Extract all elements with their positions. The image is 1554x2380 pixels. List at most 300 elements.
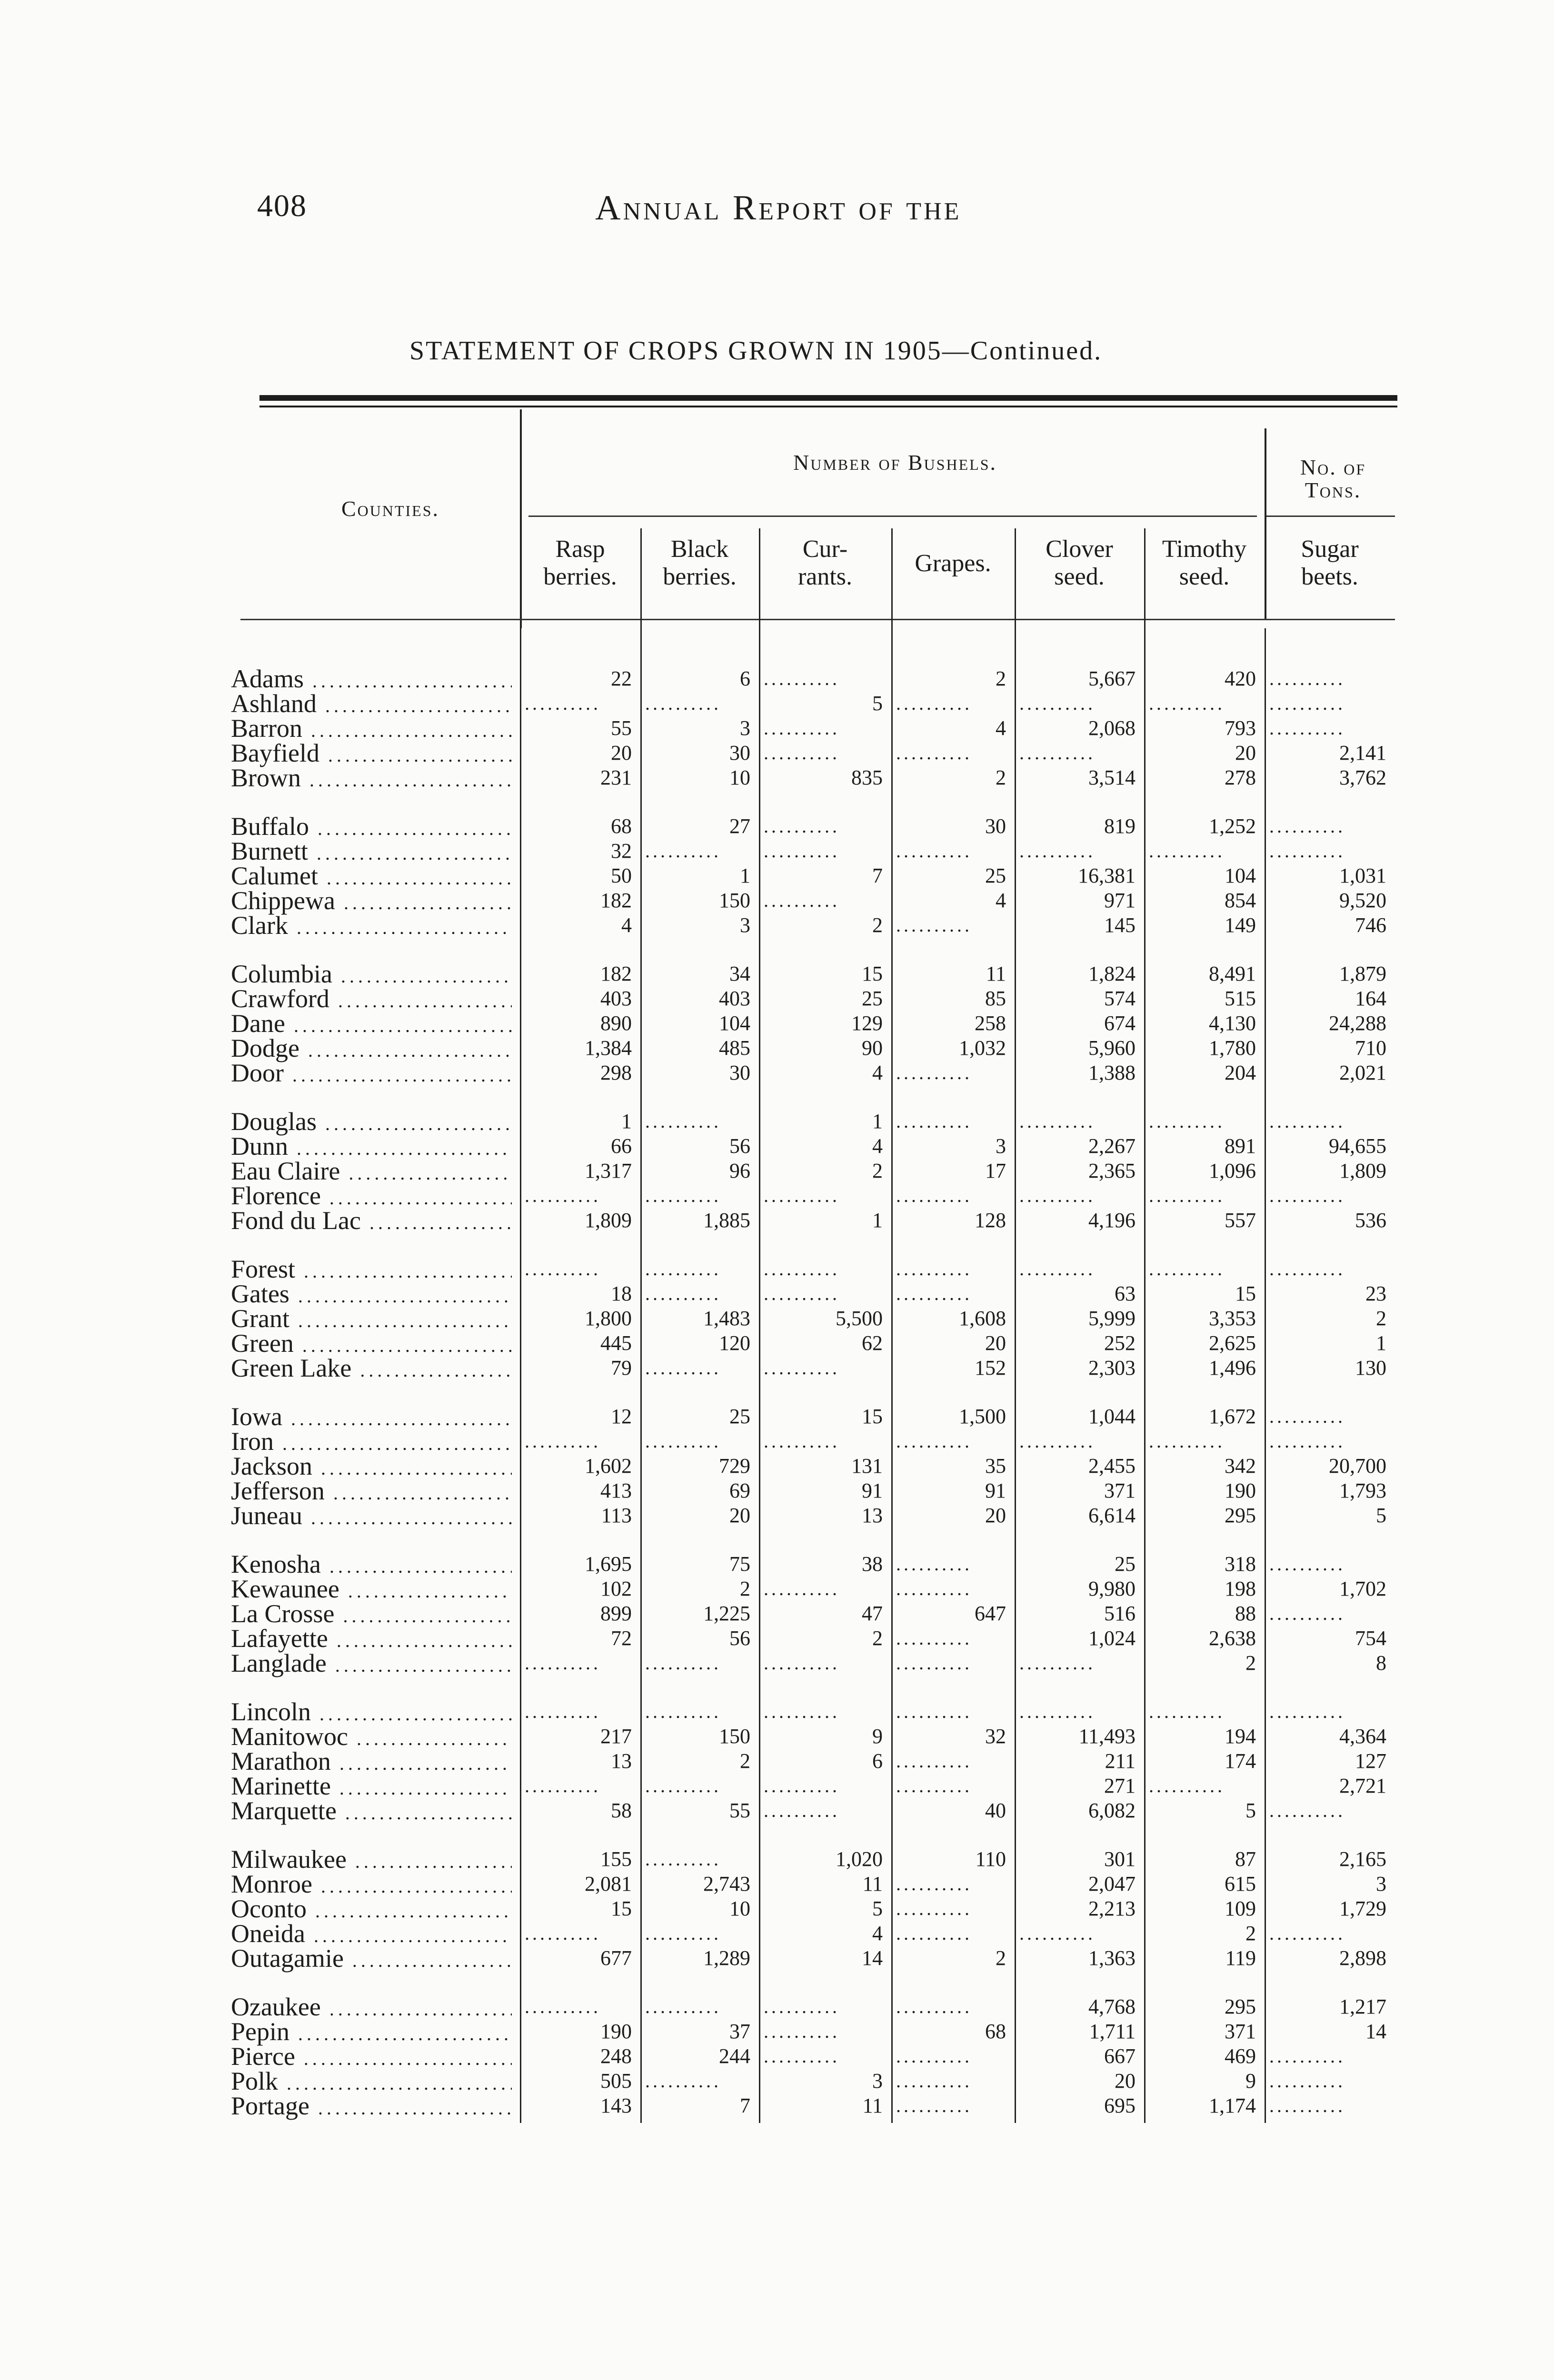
value-cell: 102 — [600, 1577, 632, 1600]
value-cell: 131 — [851, 1454, 883, 1478]
table-row — [0, 1429, 1554, 1454]
value-cell: 2 — [1245, 1922, 1256, 1945]
value-cell: 647 — [975, 1602, 1006, 1625]
empty-cell-leader: .......... — [1269, 1258, 1345, 1279]
empty-cell-leader: .......... — [1019, 742, 1096, 764]
value-cell: 1,824 — [1088, 962, 1136, 985]
column-header-line1: Rasp — [555, 536, 605, 563]
column-header-line2: beets. — [1301, 563, 1358, 590]
value-cell: 5,960 — [1088, 1036, 1136, 1060]
table-row — [0, 1774, 1554, 1798]
empty-cell-leader: .......... — [1269, 1185, 1345, 1206]
value-cell: 152 — [975, 1356, 1006, 1379]
value-cell: 182 — [600, 962, 632, 985]
value-cell: 2 — [1376, 1307, 1386, 1330]
value-cell: 16,381 — [1078, 864, 1136, 887]
value-cell: 11 — [986, 962, 1006, 985]
value-cell: 75 — [729, 1552, 750, 1576]
empty-cell-leader: .......... — [896, 1553, 972, 1575]
empty-cell-leader: .......... — [764, 1800, 840, 1821]
empty-cell-leader: .......... — [1269, 693, 1345, 714]
county-name: Jefferson ..... — [231, 1478, 512, 1506]
value-cell: 30 — [729, 1061, 750, 1084]
column-header — [895, 550, 1011, 577]
empty-cell-leader: .......... — [645, 1848, 721, 1870]
table-row — [0, 1036, 1554, 1061]
value-cell: 445 — [600, 1331, 632, 1355]
value-cell: 55 — [729, 1799, 750, 1822]
value-cell: 47 — [862, 1602, 883, 1625]
empty-cell-leader: .......... — [764, 1578, 840, 1599]
value-cell: 1,879 — [1339, 962, 1386, 985]
empty-cell-leader: .......... — [764, 890, 840, 911]
value-cell: 1,174 — [1209, 2094, 1256, 2117]
empty-cell-leader: .......... — [645, 1923, 721, 1944]
value-cell: 2,743 — [703, 1872, 750, 1895]
value-cell: 295 — [1225, 1504, 1256, 1527]
value-cell: 695 — [1104, 2094, 1136, 2117]
empty-cell-leader: .......... — [764, 668, 840, 689]
county-name: Pepin ..... — [231, 2019, 512, 2046]
table-row — [0, 814, 1554, 839]
county-name: Green Lake ..... — [231, 1356, 512, 1383]
value-cell: 27 — [729, 814, 750, 838]
value-cell: 248 — [600, 2044, 632, 2068]
value-cell: 3 — [740, 913, 750, 937]
value-cell: 371 — [1225, 2020, 1256, 2043]
empty-cell-leader: .......... — [1269, 1603, 1345, 1624]
value-cell: 1,096 — [1209, 1159, 1256, 1182]
value-cell: 155 — [600, 1847, 632, 1871]
value-cell: 7 — [740, 2094, 750, 2117]
value-cell: 10 — [729, 766, 750, 789]
value-cell: 4,768 — [1088, 1995, 1136, 2018]
empty-cell-leader: .......... — [525, 1701, 601, 1722]
value-cell: 88 — [1235, 1602, 1256, 1625]
column-header-line1: Timothy — [1162, 536, 1247, 563]
value-cell: 66 — [611, 1134, 632, 1158]
value-cell: 25 — [862, 987, 883, 1010]
table-row — [0, 913, 1554, 938]
header-divider — [520, 409, 522, 628]
value-cell: 1,672 — [1209, 1405, 1256, 1428]
table-row — [0, 2069, 1554, 2093]
empty-cell-leader: .......... — [764, 1996, 840, 2017]
empty-cell-leader: .......... — [1149, 1775, 1225, 1796]
value-cell: 143 — [600, 2094, 632, 2117]
value-cell: 615 — [1225, 1872, 1256, 1895]
value-cell: 1,885 — [703, 1209, 750, 1232]
value-cell: 3 — [996, 1134, 1006, 1158]
empty-cell-leader: .......... — [896, 1652, 972, 1674]
value-cell: 182 — [600, 889, 632, 912]
value-cell: 20,700 — [1329, 1454, 1386, 1478]
value-cell: 96 — [729, 1159, 750, 1182]
empty-cell-leader: .......... — [1269, 1406, 1345, 1427]
value-cell: 4 — [872, 1061, 883, 1084]
value-cell: 793 — [1225, 716, 1256, 740]
empty-cell-leader: .......... — [1269, 2095, 1345, 2116]
empty-cell-leader: .......... — [645, 1701, 721, 1722]
empty-cell-leader: .......... — [896, 1750, 972, 1772]
value-cell: 6,082 — [1088, 1799, 1136, 1822]
value-cell: 1,809 — [1339, 1159, 1386, 1182]
empty-cell-leader: .......... — [764, 2021, 840, 2042]
county-name: Gates ..... — [231, 1281, 512, 1309]
county-name: Dodge ..... — [231, 1036, 512, 1063]
county-name: Dane ..... — [231, 1011, 512, 1038]
value-cell: 109 — [1225, 1897, 1256, 1920]
empty-cell-leader: .......... — [896, 1996, 972, 2017]
county-name: Calumet ..... — [231, 863, 512, 891]
value-cell: 20 — [985, 1504, 1006, 1527]
value-cell: 2,165 — [1339, 1847, 1386, 1871]
column-header-line1: Sugar — [1301, 536, 1359, 563]
column-header — [763, 536, 887, 591]
county-name: Crawford ..... — [231, 986, 512, 1013]
value-cell: 110 — [975, 1847, 1006, 1871]
county-name: Ashland ..... — [231, 691, 512, 718]
column-header-line2: seed. — [1054, 563, 1105, 590]
table-row — [0, 1109, 1554, 1134]
value-cell: 5 — [1376, 1504, 1386, 1527]
empty-cell-leader: .......... — [896, 693, 972, 714]
empty-cell-leader: .......... — [1149, 1430, 1225, 1452]
empty-cell-leader: .......... — [645, 1283, 721, 1304]
table-row — [0, 1921, 1554, 1946]
value-cell: 150 — [719, 1725, 750, 1748]
table-row — [0, 1946, 1554, 1971]
value-cell: 15 — [611, 1897, 632, 1920]
county-name: Adams ..... — [231, 666, 512, 694]
empty-cell-leader: .......... — [1269, 815, 1345, 837]
empty-cell-leader: .......... — [525, 1652, 601, 1674]
value-cell: 1 — [872, 1110, 883, 1133]
value-cell: 58 — [611, 1799, 632, 1822]
county-name: Juneau ..... — [231, 1503, 512, 1530]
county-name: Langlade ..... — [231, 1651, 512, 1678]
value-cell: 174 — [1225, 1749, 1256, 1773]
value-cell: 30 — [985, 814, 1006, 838]
county-name: Chippewa ..... — [231, 888, 512, 915]
empty-cell-leader: .......... — [896, 1578, 972, 1599]
county-name: Clark ..... — [231, 913, 512, 940]
column-header-line1: Black — [670, 536, 729, 563]
county-name: Lafayette ..... — [231, 1626, 512, 1653]
value-cell: 4,196 — [1088, 1209, 1136, 1232]
value-cell: 94,655 — [1329, 1134, 1386, 1158]
empty-cell-leader: .......... — [1269, 1800, 1345, 1821]
value-cell: 9 — [1245, 2069, 1256, 2092]
table-row — [0, 1208, 1554, 1233]
table-row — [0, 716, 1554, 741]
value-cell: 9,520 — [1339, 889, 1386, 912]
county-name: Jackson ..... — [231, 1454, 512, 1481]
value-cell: 674 — [1104, 1012, 1136, 1035]
empty-cell-leader: .......... — [1019, 1185, 1096, 1206]
value-cell: 1,608 — [959, 1307, 1006, 1330]
value-cell: 1,483 — [703, 1307, 750, 1330]
empty-cell-leader: .......... — [896, 840, 972, 862]
table-row — [0, 1699, 1554, 1724]
table-row — [0, 1281, 1554, 1306]
value-cell: 2,898 — [1339, 1946, 1386, 1970]
empty-cell-leader: .......... — [896, 1283, 972, 1304]
value-cell: 1,252 — [1209, 814, 1256, 838]
table-row — [0, 1454, 1554, 1478]
value-cell: 6,614 — [1088, 1504, 1136, 1527]
value-cell: 32 — [985, 1725, 1006, 1748]
value-cell: 23 — [1365, 1282, 1386, 1305]
value-cell: 3,762 — [1339, 766, 1386, 789]
value-cell: 72 — [611, 1626, 632, 1650]
value-cell: 1,031 — [1339, 864, 1386, 887]
table-row — [0, 1798, 1554, 1823]
value-cell: 38 — [862, 1552, 883, 1576]
empty-cell-leader: .......... — [896, 1185, 972, 1206]
table-row — [0, 765, 1554, 790]
empty-cell-leader: .......... — [1269, 1111, 1345, 1132]
empty-cell-leader: .......... — [896, 1775, 972, 1796]
value-cell: 120 — [719, 1331, 750, 1355]
empty-cell-leader: .......... — [1019, 1111, 1096, 1132]
value-cell: 104 — [1225, 864, 1256, 887]
value-cell: 30 — [729, 741, 750, 764]
value-cell: 10 — [729, 1897, 750, 1920]
value-cell: 1,809 — [585, 1209, 632, 1232]
value-cell: 15 — [862, 1405, 883, 1428]
value-cell: 1 — [872, 1209, 883, 1232]
value-cell: 271 — [1104, 1774, 1136, 1797]
value-cell: 190 — [600, 2020, 632, 2043]
value-cell: 87 — [1235, 1847, 1256, 1871]
value-cell: 1,793 — [1339, 1479, 1386, 1502]
value-cell: 2,721 — [1339, 1774, 1386, 1797]
column-header — [644, 536, 755, 591]
tons-group-header-line1: No. of — [1300, 455, 1366, 479]
value-cell: 2,625 — [1209, 1331, 1256, 1355]
column-header-line2: berries. — [663, 563, 737, 590]
value-cell: 244 — [719, 2044, 750, 2068]
value-cell: 32 — [611, 839, 632, 863]
value-cell: 1,780 — [1209, 1036, 1256, 1060]
value-cell: 17 — [985, 1159, 1006, 1182]
value-cell: 252 — [1104, 1331, 1136, 1355]
column-header — [524, 536, 637, 591]
value-cell: 149 — [1225, 913, 1256, 937]
table-row — [0, 839, 1554, 863]
value-cell: 485 — [719, 1036, 750, 1060]
value-cell: 835 — [851, 766, 883, 789]
value-cell: 9,980 — [1088, 1577, 1136, 1600]
value-cell: 12 — [611, 1405, 632, 1428]
page-number: 408 — [257, 188, 307, 223]
value-cell: 1,500 — [959, 1405, 1006, 1428]
table-row — [0, 1061, 1554, 1085]
value-cell: 819 — [1104, 814, 1136, 838]
county-name: Door ..... — [231, 1061, 512, 1088]
value-cell: 34 — [729, 962, 750, 985]
value-cell: 150 — [719, 889, 750, 912]
county-name: Iowa ..... — [231, 1404, 512, 1431]
empty-cell-leader: .......... — [1149, 840, 1225, 862]
empty-cell-leader: .......... — [1269, 1430, 1345, 1452]
value-cell: 1,032 — [959, 1036, 1006, 1060]
value-cell: 2 — [996, 1946, 1006, 1970]
county-name: Manitowoc ..... — [231, 1724, 512, 1751]
value-cell: 13 — [862, 1504, 883, 1527]
empty-cell-leader: .......... — [645, 1775, 721, 1796]
value-cell: 403 — [719, 987, 750, 1010]
value-cell: 854 — [1225, 889, 1256, 912]
column-header-line2: seed. — [1179, 563, 1230, 590]
empty-cell-leader: .......... — [764, 1652, 840, 1674]
value-cell: 1,363 — [1088, 1946, 1136, 1970]
value-cell: 20 — [985, 1331, 1006, 1355]
table-row — [0, 1749, 1554, 1774]
empty-cell-leader: .......... — [525, 1775, 601, 1796]
value-cell: 515 — [1225, 987, 1256, 1010]
empty-cell-leader: .......... — [525, 1996, 601, 2017]
value-cell: 1,225 — [703, 1602, 750, 1625]
empty-cell-leader: .......... — [1149, 1185, 1225, 1206]
value-cell: 1,711 — [1089, 2020, 1136, 2043]
value-cell: 2 — [740, 1749, 750, 1773]
empty-cell-leader: .......... — [896, 1898, 972, 1919]
empty-cell-leader: .......... — [1269, 1701, 1345, 1722]
table-row — [0, 1503, 1554, 1528]
top-double-rule-heavy — [259, 395, 1397, 401]
value-cell: 1 — [740, 864, 750, 887]
value-cell: 342 — [1225, 1454, 1256, 1478]
table-row — [0, 1011, 1554, 1036]
value-cell: 211 — [1105, 1749, 1136, 1773]
table-row — [0, 2044, 1554, 2069]
value-cell: 754 — [1355, 1626, 1386, 1650]
table-row — [0, 2019, 1554, 2044]
empty-cell-leader: .......... — [896, 1111, 972, 1132]
value-cell: 1,317 — [585, 1159, 632, 1182]
table-row — [0, 1847, 1554, 1872]
value-cell: 25 — [1115, 1552, 1136, 1576]
empty-cell-leader: .......... — [764, 1185, 840, 1206]
county-name: Columbia ..... — [231, 962, 512, 989]
empty-cell-leader: .......... — [896, 1873, 972, 1894]
value-cell: 68 — [985, 2020, 1006, 2043]
value-cell: 14 — [862, 1946, 883, 1970]
value-cell: 1,384 — [585, 1036, 632, 1060]
value-cell: 2 — [996, 766, 1006, 789]
column-header-line1: Grapes. — [915, 550, 991, 577]
value-cell: 6 — [740, 667, 750, 690]
value-cell: 420 — [1225, 667, 1256, 690]
value-cell: 8 — [1376, 1651, 1386, 1675]
value-cell: 5,999 — [1088, 1307, 1136, 1330]
county-name: Kenosha ..... — [231, 1552, 512, 1579]
county-name: Buffalo ..... — [231, 814, 512, 841]
value-cell: 129 — [851, 1012, 883, 1035]
empty-cell-leader: .......... — [1269, 1923, 1345, 1944]
value-cell: 2,068 — [1088, 716, 1136, 740]
value-cell: 69 — [729, 1479, 750, 1502]
empty-cell-leader: .......... — [764, 742, 840, 764]
table-row — [0, 1478, 1554, 1503]
value-cell: 14 — [1365, 2020, 1386, 2043]
group-rule — [528, 516, 1257, 517]
county-name: La Crosse ..... — [231, 1601, 512, 1628]
value-cell: 62 — [862, 1331, 883, 1355]
value-cell: 2,638 — [1209, 1626, 1256, 1650]
value-cell: 3 — [740, 716, 750, 740]
county-name: Dunn ..... — [231, 1134, 512, 1161]
empty-cell-leader: .......... — [1019, 1652, 1096, 1674]
empty-cell-leader: .......... — [525, 1185, 601, 1206]
running-head: Annual Report of the — [595, 188, 962, 228]
empty-cell-leader: .......... — [1019, 1923, 1096, 1944]
value-cell: 9 — [872, 1725, 883, 1748]
value-cell: 91 — [985, 1479, 1006, 1502]
table-row — [0, 1356, 1554, 1380]
value-cell: 231 — [600, 766, 632, 789]
column-header-line2: rants. — [797, 563, 853, 590]
empty-cell-leader: .......... — [764, 1357, 840, 1378]
county-name: Marinette ..... — [231, 1774, 512, 1801]
table-row — [0, 1601, 1554, 1626]
empty-cell-leader: .......... — [764, 2045, 840, 2067]
table-row — [0, 1896, 1554, 1921]
value-cell: 667 — [1104, 2044, 1136, 2068]
value-cell: 128 — [975, 1209, 1006, 1232]
value-cell: 68 — [611, 814, 632, 838]
value-cell: 1,800 — [585, 1307, 632, 1330]
value-cell: 3 — [1376, 1872, 1386, 1895]
value-cell: 130 — [1355, 1356, 1386, 1379]
value-cell: 2,365 — [1088, 1159, 1136, 1182]
county-name: Milwaukee ..... — [231, 1847, 512, 1874]
empty-cell-leader: .......... — [896, 914, 972, 936]
value-cell: 469 — [1225, 2044, 1256, 2068]
value-cell: 5,500 — [836, 1307, 883, 1330]
value-cell: 2,303 — [1088, 1356, 1136, 1379]
value-cell: 4 — [621, 913, 632, 937]
value-cell: 22 — [611, 667, 632, 690]
empty-cell-leader: .......... — [1019, 1258, 1096, 1279]
column-header — [1018, 536, 1140, 591]
value-cell: 20 — [1235, 741, 1256, 764]
table-row — [0, 1306, 1554, 1331]
empty-cell-leader: .......... — [764, 815, 840, 837]
empty-cell-leader: .......... — [896, 742, 972, 764]
value-cell: 1,044 — [1088, 1405, 1136, 1428]
value-cell: 557 — [1225, 1209, 1256, 1232]
tons-group-header-line2: Tons. — [1305, 478, 1362, 502]
value-cell: 5 — [872, 1897, 883, 1920]
value-cell: 403 — [600, 987, 632, 1010]
table-row — [0, 1134, 1554, 1159]
value-cell: 2 — [996, 667, 1006, 690]
empty-cell-leader: .......... — [1019, 693, 1096, 714]
empty-cell-leader: .......... — [645, 1357, 721, 1378]
value-cell: 90 — [862, 1036, 883, 1060]
county-name: Grant ..... — [231, 1306, 512, 1333]
empty-cell-leader: .......... — [764, 1283, 840, 1304]
value-cell: 6 — [872, 1749, 883, 1773]
empty-cell-leader: .......... — [1269, 840, 1345, 862]
empty-cell-leader: .......... — [896, 1062, 972, 1083]
table-row — [0, 1724, 1554, 1749]
value-cell: 2 — [872, 1626, 883, 1650]
empty-cell-leader: .......... — [896, 2070, 972, 2092]
